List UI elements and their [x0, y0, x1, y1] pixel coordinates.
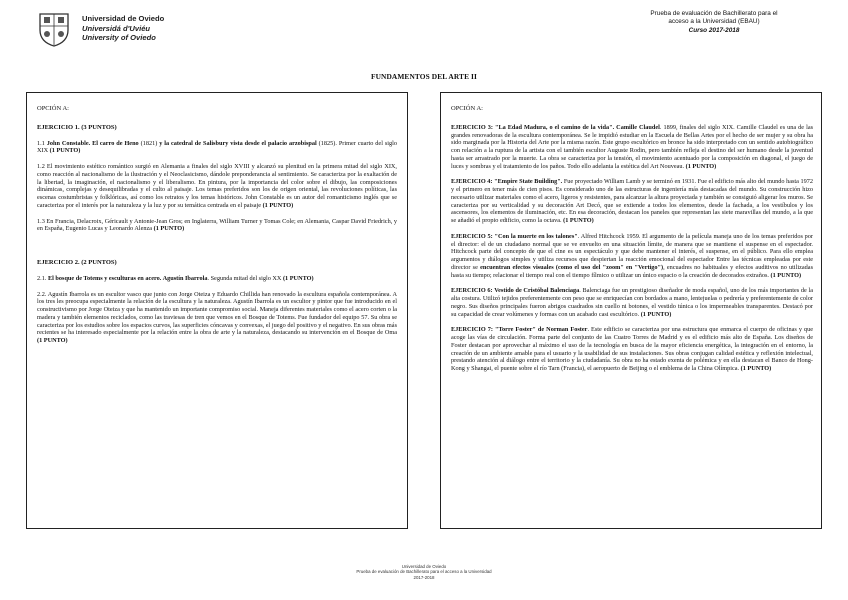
q-text: . Segunda mitad del siglo XX: [207, 274, 283, 282]
points-label: (1 PUNTO): [770, 271, 802, 279]
exercise-6: [451, 287, 813, 318]
page-title: FUNDAMENTOS DEL ARTE II: [370, 72, 477, 81]
exercise-1-1: [37, 140, 397, 156]
q-text: 1.2 El movimiento estético romántico surgió en Alemania a finales del siglo XVIII y alcanzó su plenitud en la primera mitad del siglo XIX, como reacción al nacionalismo de la ilustración y el Neoclasicismo, dándole preponderancia al sentimiento. Se caracteriza por la exaltación de la libertad, la imaginación, el nacionalismo y el liberalismo. En pintura, por la importancia del color sobre el dibujo, las composiciones dinámicas, complejas y desequilibradas y el culto al paisaje. Los temas preferidos son los de origen oriental, las revoluciones políticas, las escenas costumbristas y folklóricas, así como los retratos y los temas históricos. John Constable es un autor del romanticismo inglés que se caracteriza por el interés por la naturaleza y la luz y por su temática centrada en el paisaje: [37, 163, 397, 209]
university-crest-logo: [36, 10, 72, 48]
artwork-title: "La Edad Madura, o el camino de la vida". Camille Claudel: [494, 123, 660, 131]
q-text: . Este edificio se caracteriza por una estructura que enmarca el cuerpo de oficinas y que acoge las vías de circulación. Forma parte del conjunto de las Cuatro Torres de Madrid y es el edificio más alto de España. Los diseños de Foster destacan por aprovechar al máximo el uso de la tecnología en busca de la mayor eficiencia energética, la integración en el entorno, la creación de un ambiente amable para el usuario y la usabilidad de sus instalaciones. Sus obras conjugan calidad estética y reflexión intelectual, prestando atención al diálogo entre el territorio y la ciudadanía. Su obra no ha estado exenta de polémica y en ella destacan el Banco de Hong-Kong y Shangai, el puente sobre el río Tarn (Francia), el aeropuerto de Beijing o el emblema de la China Olímpica.: [451, 326, 813, 372]
exercise-1-heading: EJERCICIO 1. (3 PUNTOS): [37, 123, 117, 131]
footer-line-1: Universidad de Oviedo: [401, 564, 447, 569]
q-text: 2.2. Agustín Ibarrola es un escultor vasco que junto con Jorge Oteiza y Eduardo Chillida han renovado la escultura española contemporánea. A los tres les preocupa especialmente la relación de la escultura y la naturaleza. Agustín Ibarrola es un escultor y pintor que fue introducido en el constructivismo por Jorge Oteiza y que ha mantenido un importante compromiso social. Maneja diferentes materiales como el acero corten o la madera y también elementos reciclados, como las traviesas de tren que vemos en el Bosque de Totems. Fue fundador del equipo 57. Su obra se caracteriza por los estudios sobre los espacios curvos, las superficies cóncavas y convexas, el juego del positivo y el negativo. En sus obras más recientes se ha interesado especialmente por la relación entre la obra de arte y la naturaleza, destacando su intervención en el Bosque de Oma: [37, 290, 397, 337]
right-option-label: OPCIÓN A:: [451, 105, 483, 112]
university-name-ast: Universidá d'Uviéu: [82, 23, 151, 33]
points-label: (1 PUNTO): [262, 201, 294, 209]
artwork-title: "Torre Foster" de Norman Foster: [494, 326, 588, 334]
exam-line-2: acceso a la Universidad (EBAU): [668, 18, 760, 26]
q-text: . Alfred Hitchcock 1959. El argumento de la película maneja uno de los temas preferidos por el director: el de un ciudadano normal que se ve envuelto en una situación límite, de manera que se mantiene el suspense en el espectador. Hitchcock parte del concepto de que el cine es un espectáculo y que debe mantener el interés, el suspense, en el público. Para ello emplea argumentos y diálogos simples y utiliza recursos que despiertan la reacción emocional del espectador Entre las técnicas empleadas por este director se: [451, 232, 814, 271]
q-text: Fue proyectado William Lamb y se terminó en 1931. Fue el edificio más alto del mundo hasta 1972 y el primero en tener más de cien pisos. Es considerado uno de las estructuras de ingeniería más destacadas del mundo. Su construcción hizo necesario utilizar materiales como el acero, ligeros y resistentes, para alcanzar la altura proyectada y también se consiguió aligerar los muros. Se caracteriza por su verticalidad y su decoración Art Decó, que se extiende a todos los elementos, desde la fachada, a los vestíbulos y los ascensores, los elementos de iluminación, etc. En esa decoración, destacan los paneles que representan las siete maravillas del mundo, a la que se añadió el propio edificio, como la octava.: [451, 178, 813, 224]
left-option-label: OPCIÓN A:: [37, 105, 69, 112]
right-answer-box: [440, 92, 822, 529]
artwork-title: y la catedral de Salisbury vista desde el palacio arzobispal: [159, 139, 317, 147]
exercise-label: EJERCICIO 5:: [451, 232, 495, 240]
points-label: (1 PUNTO): [640, 310, 672, 318]
q-text: (1821): [138, 139, 160, 147]
points-label: (1 PUNTO): [37, 337, 68, 344]
footer-line-2: Prueba de evaluación de Bachillerato para el acceso a la Universidad: [356, 569, 492, 575]
artwork-title: El bosque de Totems y esculturas en acero. Agustín Ibarrola: [47, 274, 208, 282]
points-label: (1 PUNTO): [563, 217, 594, 224]
artwork-title: "Con la muerte en los talones": [494, 232, 578, 240]
q-text: , encuadres no habituales y efectos auditivos no utilizadas hasta su tiempo; relacionar el tiempo real con el tiempo fílmico o utilizar un único espacio o la creación de decorados extraños.: [451, 263, 813, 279]
points-label: (1 PUNTO): [282, 274, 314, 282]
exercise-3: [451, 124, 813, 171]
exercise-label: EJERCICIO 7:: [451, 326, 495, 334]
university-name-es: Universidad de Oviedo: [82, 14, 165, 23]
exercise-2-heading: EJERCICIO 2. (2 PUNTOS): [37, 259, 117, 266]
left-answer-box: [26, 92, 408, 529]
exercise-2-2: [37, 291, 397, 345]
exercise-1-2: [37, 163, 397, 210]
exercise-1-3: [37, 218, 397, 234]
exam-header: [620, 10, 808, 35]
points-label: (1 PUNTO): [153, 225, 185, 233]
exercise-label: EJERCICIO 4:: [451, 178, 495, 186]
q-emphasis: encuentran efectos visuales (como el uso del "zoom" en "Vertigo"): [480, 263, 664, 271]
exercise-2-1: [37, 275, 397, 283]
exercise-label: EJERCICIO 3:: [451, 123, 495, 131]
points-label: (1 PUNTO): [49, 147, 81, 155]
artwork-title: John Constable. El carro de Heno: [46, 139, 139, 147]
exercise-label: EJERCICIO 6:: [451, 287, 495, 295]
exercise-4: [451, 178, 813, 225]
university-name-block: [82, 14, 164, 43]
exercise-7: [451, 326, 813, 373]
points-label: (1 PUNTO): [740, 365, 772, 372]
q-text: (1825). Primer cuarto del siglo XIX: [37, 139, 398, 155]
page-footer: [0, 564, 848, 580]
q-text: . 1899, finales del siglo XIX. Camille Claudel es una de las grandes renovadoras de la escultura contemporánea. Se le impidió estudiar en la Escuela de Bellas Artes por el hecho de ser mujer y su obra ha sido marginada por la Historia del Arte por la misma razón. Este grupo escultórico en bronce ha sido interpretado con un sentido autobiográfico con relación a la ruptura de la artista con el también escultor Auguste Rodin, pero también refleja el destino del ser humano desde la juventud hasta ser arrastrado por la muerte. La obra se caracteriza por la tensión, el movimiento acentuado por la composición en diagonal, el juego de luces y sombras y el tratamiento de los paños. Todo ello adelanta la estética del Art Nouveau.: [451, 123, 814, 170]
exam-line-1: Prueba de evaluación de Bachillerato para el: [650, 10, 778, 17]
q-text: . Balenciaga fue un prestigioso diseñador de moda español, uno de los más importantes de la alta costura. Utilizó tejidos preferentemente con peso que se enriquecían con bordados a mano, lentejuelas o pedrería y preferentemente de color negro. Sus diseños principales fueron abrigos cuadrados sin cuello ni botones, el vestido túnica o los impermeables transparentes. Destacó por su capacidad de crear volúmenes y formas con un acabado casi escultórico.: [451, 287, 813, 318]
q-text: 1.3 En Francia, Delacroix, Géricault y Antonie-Jean Gros; en Inglaterra, William Turner y Tomas Cole; en Alemania, Caspar David Friedrich, y en España, Eugenio Lucas y Leonardo Alenza: [37, 217, 397, 233]
artwork-title: Vestido de Cristóbal Balenciaga: [494, 287, 580, 295]
q-number: 2.1.: [37, 274, 48, 282]
footer-line-3: 2017-2018: [413, 574, 435, 580]
artwork-title: "Empire State Building".: [494, 178, 563, 186]
q-number: 1.1: [37, 139, 47, 147]
exam-course: Curso 2017-2018: [688, 26, 740, 34]
university-name-en: University of Oviedo: [82, 33, 156, 43]
points-label: (1 PUNTO): [685, 162, 717, 170]
exercise-5: [451, 233, 813, 280]
